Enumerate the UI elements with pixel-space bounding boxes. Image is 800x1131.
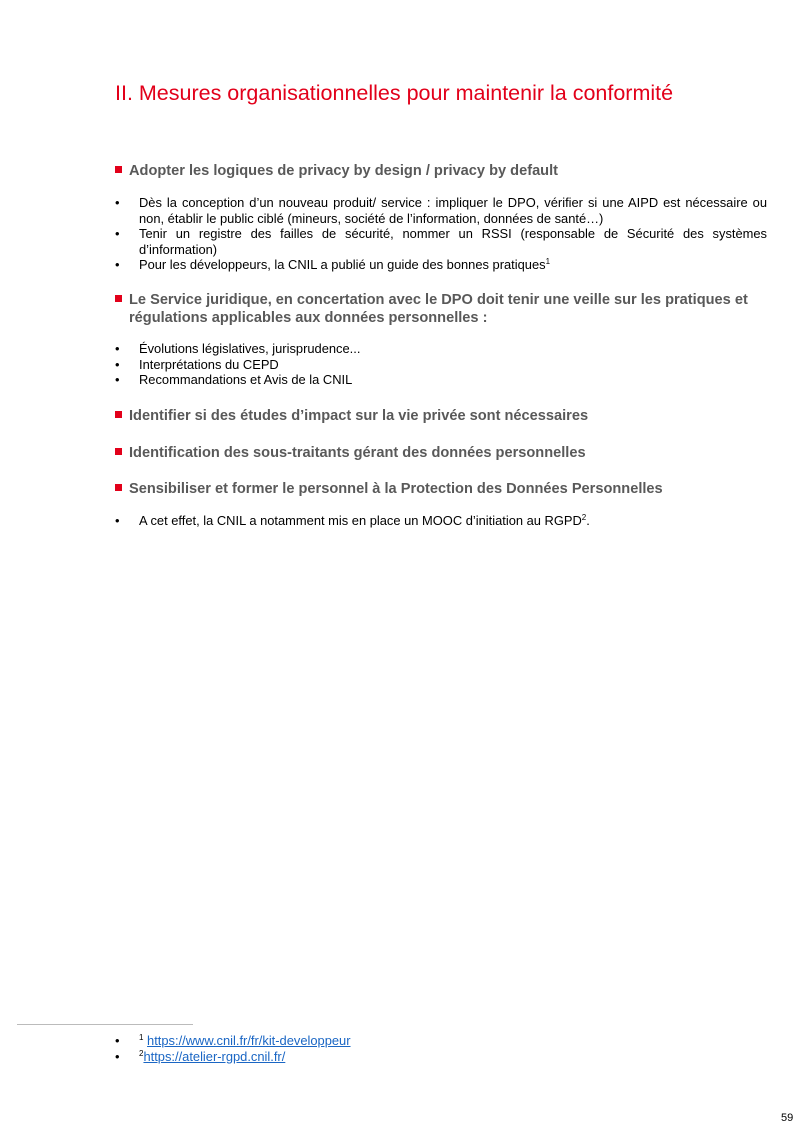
- square-bullet-icon: [115, 166, 122, 173]
- heading-etudes-impact: Identifier si des études d’impact sur la vie privée sont nécessaires: [115, 407, 775, 425]
- list-item: • Dès la conception d’un nouveau produit/ service : impliquer le DPO, vérifier si une AIPD est nécessaire ou non, établir le public ciblé (mineurs, société de l’information, données de santé…): [115, 195, 767, 226]
- footnotes: [115, 1033, 351, 1064]
- list-item: • Recommandations et Avis de la CNIL: [115, 372, 353, 387]
- square-bullet-icon: [115, 484, 122, 491]
- square-bullet-icon: [115, 448, 122, 455]
- footnote-separator: [17, 1024, 193, 1025]
- list-item: • Interprétations du CEPD: [115, 356, 279, 372]
- page-number: 59: [781, 1112, 794, 1124]
- footnote-link[interactable]: https://atelier-rgpd.cnil.fr/: [143, 1048, 286, 1064]
- bullet-list: [115, 195, 767, 273]
- heading-sensibiliser: Sensibiliser et former le personnel à la Protection des Données Personnelles: [115, 480, 775, 498]
- square-bullet-icon: [115, 295, 122, 302]
- square-bullet-icon: [115, 411, 122, 418]
- list-item: • Pour les développeurs, la CNIL a publié un guide des bonnes pratiques$^1$: [115, 257, 551, 272]
- section-title: II. Mesures organisationnelles pour maintenir la conformité: [115, 81, 674, 105]
- list-item: • Évolutions législatives, jurisprudence...: [115, 341, 361, 356]
- footnote-item: • $^2$https://atelier-rgpd.cnil.fr/: [115, 1048, 286, 1064]
- heading-privacy-by-design: Adopter les logiques de privacy by design / privacy by default: [115, 162, 775, 180]
- bullet-list: [115, 513, 767, 529]
- footnote-item: • $^1$ https://www.cnil.fr/fr/kit-developpeur: [115, 1033, 351, 1048]
- heading-sous-traitants: Identification des sous-traitants gérant des données personnelles: [115, 444, 775, 462]
- footnote-ref[interactable]: 1: [545, 257, 551, 266]
- list-item: • Tenir un registre des failles de sécurité, nommer un RSSI (responsable de Sécurité des systèmes d’information): [115, 226, 767, 257]
- footnote-ref[interactable]: 2: [581, 513, 587, 522]
- list-item: • A cet effet, la CNIL a notamment mis en place un MOOC d’initiation au RGPD$^2$.: [115, 513, 590, 528]
- heading-service-juridique: Le Service juridique, en concertation avec le DPO doit tenir une veille sur les pratiques et régulations applicables aux données personnelles :: [115, 291, 775, 327]
- bullet-list: [115, 341, 767, 388]
- footnote-link[interactable]: https://www.cnil.fr/fr/kit-developpeur: [147, 1033, 351, 1048]
